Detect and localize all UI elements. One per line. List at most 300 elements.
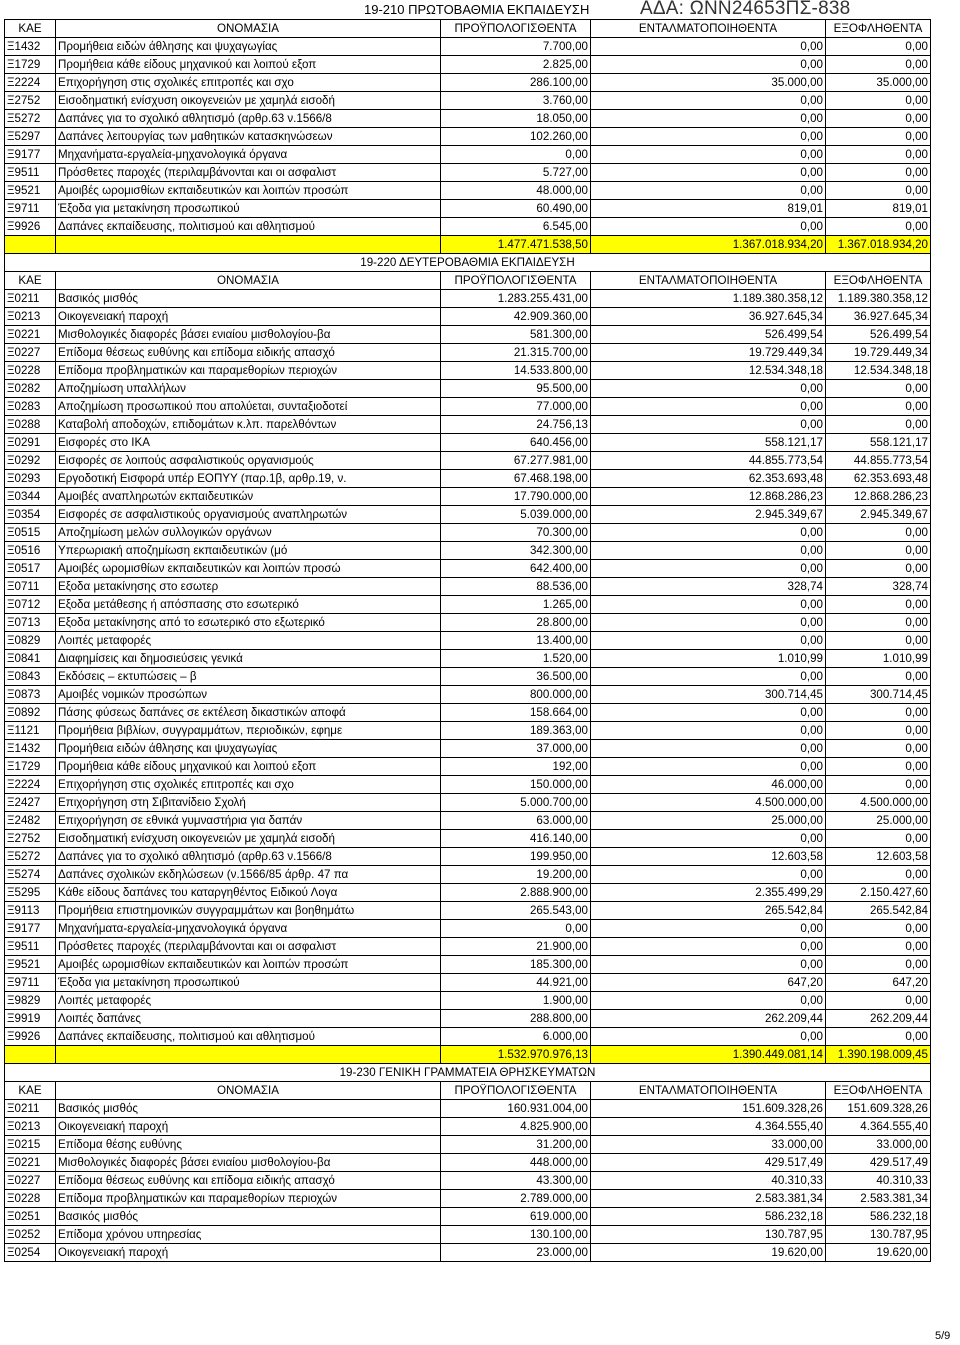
cell-committed: 819,01 [591, 200, 826, 218]
cell-budgeted: 6.000,00 [441, 1028, 591, 1046]
cell-budgeted: 189.363,00 [441, 722, 591, 740]
cell-committed: 19.729.449,34 [591, 344, 826, 362]
table-row [5, 1154, 931, 1172]
cell-name: Δαπάνες εκπαίδευσης, πολιτισμού και αθλητισμού [56, 1028, 441, 1046]
cell-budgeted: 1.520,00 [441, 650, 591, 668]
cell-kae: Ξ9511 [5, 938, 56, 956]
cell-kae: Ξ0221 [5, 326, 56, 344]
cell-kae: Ξ9113 [5, 902, 56, 920]
cell-budgeted: 48.000,00 [441, 182, 591, 200]
cell-committed: 2.583.381,34 [591, 1190, 826, 1208]
cell-paid: 35.000,00 [826, 74, 931, 92]
cell-budgeted: 88.536,00 [441, 578, 591, 596]
cell-committed: 558.121,17 [591, 434, 826, 452]
cell-paid: 4.500.000,00 [826, 794, 931, 812]
table-row [5, 830, 931, 848]
cell-budgeted: 265.543,00 [441, 902, 591, 920]
cell-name: Βασικός μισθός [56, 290, 441, 308]
cell-committed: 33.000,00 [591, 1136, 826, 1154]
cell-budgeted: 342.300,00 [441, 542, 591, 560]
cell-paid: 0,00 [826, 956, 931, 974]
cell-paid: 0,00 [826, 1028, 931, 1046]
cell-name: Δαπάνες για το σχολικό αθλητισμό (αρθρ.63 ν.1566/8 [56, 110, 441, 128]
cell-kae: Ξ0228 [5, 1190, 56, 1208]
cell-kae: Ξ0841 [5, 650, 56, 668]
cell-kae: Ξ0254 [5, 1244, 56, 1262]
cell-committed: 586.232,18 [591, 1208, 826, 1226]
table-row [5, 614, 931, 632]
cell-budgeted: 6.545,00 [441, 218, 591, 236]
cell-budgeted: 199.950,00 [441, 848, 591, 866]
cell-kae: Ξ9926 [5, 1028, 56, 1046]
cell-name: Μηχανήματα-εργαλεία-μηχανολογικά όργανα [56, 920, 441, 938]
cell-paid: 526.499,54 [826, 326, 931, 344]
cell-name: Μισθολογικές διαφορές βάσει ενιαίου μισθολογίου-βα [56, 326, 441, 344]
cell-paid: 33.000,00 [826, 1136, 931, 1154]
table-row [5, 1244, 931, 1262]
table-row [5, 128, 931, 146]
cell-paid: 0,00 [826, 740, 931, 758]
cell-kae: Ξ1729 [5, 758, 56, 776]
cell-budgeted: 288.800,00 [441, 1010, 591, 1028]
cell-budgeted: 67.468.198,00 [441, 470, 591, 488]
cell-kae: Ξ0288 [5, 416, 56, 434]
cell-kae: Ξ2224 [5, 74, 56, 92]
table-row [5, 794, 931, 812]
cell-name: Υπερωριακή αποζημίωση εκπαιδευτικών (μό [56, 542, 441, 560]
header-paid: ΕΞΟΦΛΗΘΕΝΤΑ [826, 20, 931, 38]
cell-paid: 558.121,17 [826, 434, 931, 452]
cell-kae: Ξ1729 [5, 56, 56, 74]
table-row [5, 542, 931, 560]
totals-empty-kae [5, 1046, 56, 1064]
cell-name: Αμοιβές ωρομισθίων εκπαιδευτικών και λοιπών προσώπ [56, 182, 441, 200]
cell-committed: 25.000,00 [591, 812, 826, 830]
cell-committed: 2.945.349,67 [591, 506, 826, 524]
cell-committed: 0,00 [591, 614, 826, 632]
section-title-row [5, 254, 931, 272]
header-budgeted: ΠΡΟΫΠΟΛΟΓΙΣΘΕΝΤΑ [441, 272, 591, 290]
cell-name: Προμήθεια κάθε είδους μηχανικού και λοιπού εξοπ [56, 758, 441, 776]
cell-budgeted: 640.456,00 [441, 434, 591, 452]
cell-name: Πρόσθετες παροχές (περιλαμβάνονται και οι ασφαλιστ [56, 164, 441, 182]
cell-name: Εκδόσεις – εκτυπώσεις – β [56, 668, 441, 686]
cell-kae: Ξ5272 [5, 848, 56, 866]
cell-committed: 262.209,44 [591, 1010, 826, 1028]
table-row [5, 758, 931, 776]
cell-kae: Ξ2752 [5, 92, 56, 110]
cell-committed: 12.603,58 [591, 848, 826, 866]
cell-budgeted: 448.000,00 [441, 1154, 591, 1172]
cell-committed: 2.355.499,29 [591, 884, 826, 902]
cell-kae: Ξ0843 [5, 668, 56, 686]
cell-paid: 19.729.449,34 [826, 344, 931, 362]
cell-name: Δαπάνες λειτουργίας των μαθητικών κατασκηνώσεων [56, 128, 441, 146]
cell-paid: 0,00 [826, 722, 931, 740]
cell-budgeted: 31.200,00 [441, 1136, 591, 1154]
cell-budgeted: 2.825,00 [441, 56, 591, 74]
cell-name: Εισοδηματική ενίσχυση οικογενειών με χαμηλά εισοδή [56, 92, 441, 110]
cell-committed: 0,00 [591, 128, 826, 146]
cell-name: Επίδομα προβληματικών και παραμεθορίων περιοχών [56, 362, 441, 380]
cell-kae: Ξ0213 [5, 308, 56, 326]
table-row [5, 632, 931, 650]
cell-paid: 0,00 [826, 524, 931, 542]
cell-name: Πρόσθετες παροχές (περιλαμβάνονται και οι ασφαλιστ [56, 938, 441, 956]
cell-name: Προμήθεια κάθε είδους μηχανικού και λοιπού εξοπ [56, 56, 441, 74]
cell-name: Επιχορήγηση στις σχολικές επιτροπές και σχο [56, 776, 441, 794]
header-kae: ΚΑΕ [5, 272, 56, 290]
cell-committed: 0,00 [591, 830, 826, 848]
cell-kae: Ξ0227 [5, 344, 56, 362]
table-row [5, 416, 931, 434]
cell-committed: 1.189.380.358,12 [591, 290, 826, 308]
cell-budgeted: 286.100,00 [441, 74, 591, 92]
cell-name: Εισφορές σε λοιπούς ασφαλιστικούς οργανισμούς [56, 452, 441, 470]
cell-budgeted: 1.265,00 [441, 596, 591, 614]
cell-paid: 12.534.348,18 [826, 362, 931, 380]
cell-paid: 0,00 [826, 56, 931, 74]
cell-paid: 19.620,00 [826, 1244, 931, 1262]
cell-kae: Ξ9711 [5, 974, 56, 992]
column-header-row [5, 1082, 931, 1100]
table-row [5, 470, 931, 488]
table-row [5, 974, 931, 992]
cell-name: Εξοδα μετακίνησης στο εσωτερ [56, 578, 441, 596]
cell-name: Εργοδοτική Εισφορά υπέρ ΕΟΠΥΥ (παρ.1β, αρθρ.19, ν. [56, 470, 441, 488]
cell-name: Έξοδα για μετακίνηση προσωπικού [56, 974, 441, 992]
table-row [5, 1028, 931, 1046]
cell-paid: 25.000,00 [826, 812, 931, 830]
header-kae: ΚΑΕ [5, 1082, 56, 1100]
cell-committed: 151.609.328,26 [591, 1100, 826, 1118]
cell-paid: 0,00 [826, 704, 931, 722]
cell-name: Οικογενειακή παροχή [56, 308, 441, 326]
cell-committed: 0,00 [591, 542, 826, 560]
cell-committed: 0,00 [591, 1028, 826, 1046]
table-row [5, 1010, 931, 1028]
cell-committed: 1.010,99 [591, 650, 826, 668]
cell-committed: 12.868.286,23 [591, 488, 826, 506]
cell-budgeted: 63.000,00 [441, 812, 591, 830]
section-title-row [5, 1064, 931, 1082]
table-row [5, 200, 931, 218]
cell-committed: 0,00 [591, 38, 826, 56]
cell-paid: 1.010,99 [826, 650, 931, 668]
cell-name: Αμοιβές ωρομισθίων εκπαιδευτικών και λοιπών προσώ [56, 560, 441, 578]
header-committed: ΕΝΤΑΛΜΑΤΟΠΟΙΗΘΕΝΤΑ [591, 272, 826, 290]
cell-committed: 0,00 [591, 560, 826, 578]
cell-budgeted: 60.490,00 [441, 200, 591, 218]
cell-name: Δαπάνες σχολικών εκδηλώσεων (ν.1566/85 άρθρ. 47 πα [56, 866, 441, 884]
cell-name: Επίδομα θέσης ευθύνης [56, 1136, 441, 1154]
cell-name: Πάσης φύσεως δαπάνες σε εκτέλεση δικαστικών αποφά [56, 704, 441, 722]
cell-committed: 0,00 [591, 380, 826, 398]
cell-paid: 819,01 [826, 200, 931, 218]
cell-budgeted: 150.000,00 [441, 776, 591, 794]
cell-paid: 130.787,95 [826, 1226, 931, 1244]
column-header-row [5, 272, 931, 290]
cell-kae: Ξ0211 [5, 1100, 56, 1118]
cell-kae: Ξ9177 [5, 920, 56, 938]
table-row [5, 578, 931, 596]
cell-paid: 40.310,33 [826, 1172, 931, 1190]
cell-budgeted: 3.760,00 [441, 92, 591, 110]
cell-name: Λοιπές μεταφορές [56, 632, 441, 650]
cell-name: Επιχορήγηση στις σχολικές επιτροπές και σχο [56, 74, 441, 92]
cell-name: Προμήθεια βιβλίων, συγγραμμάτων, περιοδικών, εφημε [56, 722, 441, 740]
cell-committed: 0,00 [591, 398, 826, 416]
cell-kae: Ξ9926 [5, 218, 56, 236]
header-kae: ΚΑΕ [5, 20, 56, 38]
cell-budgeted: 13.400,00 [441, 632, 591, 650]
cell-budgeted: 158.664,00 [441, 704, 591, 722]
cell-budgeted: 17.790.000,00 [441, 488, 591, 506]
cell-budgeted: 36.500,00 [441, 668, 591, 686]
table-row [5, 1172, 931, 1190]
table-row [5, 1136, 931, 1154]
cell-committed: 0,00 [591, 668, 826, 686]
cell-budgeted: 18.050,00 [441, 110, 591, 128]
cell-paid: 0,00 [826, 380, 931, 398]
cell-kae: Ξ0221 [5, 1154, 56, 1172]
cell-name: Προμήθεια ειδών άθλησης και ψυχαγωγίας [56, 38, 441, 56]
cell-committed: 62.353.693,48 [591, 470, 826, 488]
cell-kae: Ξ2427 [5, 794, 56, 812]
table-row [5, 290, 931, 308]
cell-name: Λοιπές μεταφορές [56, 992, 441, 1010]
cell-name: Έξοδα για μετακίνηση προσωπικού [56, 200, 441, 218]
table-row [5, 362, 931, 380]
table-row [5, 56, 931, 74]
cell-kae: Ξ1121 [5, 722, 56, 740]
cell-name: Διαφημίσεις και δημοσιεύσεις γενικά [56, 650, 441, 668]
table-row [5, 596, 931, 614]
cell-committed: 130.787,95 [591, 1226, 826, 1244]
header-committed: ΕΝΤΑΛΜΑΤΟΠΟΙΗΘΕΝΤΑ [591, 20, 826, 38]
cell-paid: 0,00 [826, 776, 931, 794]
cell-budgeted: 2.789.000,00 [441, 1190, 591, 1208]
cell-kae: Ξ0227 [5, 1172, 56, 1190]
table-row [5, 308, 931, 326]
cell-paid: 4.364.555,40 [826, 1118, 931, 1136]
table-row [5, 686, 931, 704]
cell-kae: Ξ0211 [5, 290, 56, 308]
cell-budgeted: 642.400,00 [441, 560, 591, 578]
cell-kae: Ξ0292 [5, 452, 56, 470]
table-row [5, 164, 931, 182]
budget-table [4, 19, 931, 1262]
cell-paid: 1.189.380.358,12 [826, 290, 931, 308]
table-row [5, 1208, 931, 1226]
section-title: 19-220 ΔΕΥΤΕΡΟΒΑΘΜΙΑ ΕΚΠΑΙΔΕΥΣΗ [5, 254, 931, 272]
header-paid: ΕΞΟΦΛΗΘΕΝΤΑ [826, 272, 931, 290]
cell-kae: Ξ0282 [5, 380, 56, 398]
cell-name: Εισφορές σε ασφαλιστικούς οργανισμούς αναπληρωτών [56, 506, 441, 524]
cell-committed: 526.499,54 [591, 326, 826, 344]
cell-committed: 0,00 [591, 56, 826, 74]
cell-paid: 0,00 [826, 758, 931, 776]
cell-budgeted: 7.700,00 [441, 38, 591, 56]
cell-name: Δαπάνες εκπαίδευσης, πολιτισμού και αθλητισμού [56, 218, 441, 236]
cell-paid: 0,00 [826, 416, 931, 434]
cell-kae: Ξ0713 [5, 614, 56, 632]
cell-committed: 40.310,33 [591, 1172, 826, 1190]
total-committed: 1.390.449.081,14 [591, 1046, 826, 1064]
cell-paid: 0,00 [826, 398, 931, 416]
cell-committed: 4.364.555,40 [591, 1118, 826, 1136]
cell-name: Εξοδα μετάθεσης ή απόσπασης στο εσωτερικό [56, 596, 441, 614]
cell-budgeted: 19.200,00 [441, 866, 591, 884]
cell-kae: Ξ0293 [5, 470, 56, 488]
cell-committed: 36.927.645,34 [591, 308, 826, 326]
cell-kae: Ξ5274 [5, 866, 56, 884]
cell-paid: 0,00 [826, 632, 931, 650]
cell-budgeted: 44.921,00 [441, 974, 591, 992]
cell-paid: 0,00 [826, 866, 931, 884]
cell-paid: 0,00 [826, 614, 931, 632]
cell-committed: 0,00 [591, 956, 826, 974]
cell-name: Μηχανήματα-εργαλεία-μηχανολογικά όργανα [56, 146, 441, 164]
table-row [5, 650, 931, 668]
table-row [5, 668, 931, 686]
cell-name: Βασικός μισθός [56, 1208, 441, 1226]
cell-budgeted: 619.000,00 [441, 1208, 591, 1226]
cell-name: Λοιπές δαπάνες [56, 1010, 441, 1028]
cell-kae: Ξ0711 [5, 578, 56, 596]
cell-budgeted: 5.727,00 [441, 164, 591, 182]
cell-paid: 62.353.693,48 [826, 470, 931, 488]
cell-name: Καταβολή αποδοχών, επιδομάτων κ.λπ. παρελθόντων [56, 416, 441, 434]
cell-budgeted: 21.900,00 [441, 938, 591, 956]
cell-name: Οικογενειακή παροχή [56, 1244, 441, 1262]
cell-paid: 0,00 [826, 218, 931, 236]
cell-budgeted: 0,00 [441, 146, 591, 164]
table-row [5, 74, 931, 92]
cell-committed: 647,20 [591, 974, 826, 992]
totals-empty-name [56, 236, 441, 254]
cell-kae: Ξ0892 [5, 704, 56, 722]
cell-budgeted: 160.931.004,00 [441, 1100, 591, 1118]
cell-budgeted: 800.000,00 [441, 686, 591, 704]
cell-kae: Ξ1432 [5, 38, 56, 56]
cell-kae: Ξ5272 [5, 110, 56, 128]
cell-committed: 46.000,00 [591, 776, 826, 794]
cell-budgeted: 1.283.255.431,00 [441, 290, 591, 308]
cell-name: Επίδομα θέσεως ευθύνης και επίδομα ειδικής απασχό [56, 344, 441, 362]
cell-kae: Ξ0228 [5, 362, 56, 380]
cell-committed: 0,00 [591, 920, 826, 938]
table-row [5, 722, 931, 740]
cell-budgeted: 67.277.981,00 [441, 452, 591, 470]
cell-paid: 0,00 [826, 542, 931, 560]
cell-name: Αμοιβές αναπληρωτών εκπαιδευτικών [56, 488, 441, 506]
cell-budgeted: 43.300,00 [441, 1172, 591, 1190]
cell-budgeted: 0,00 [441, 920, 591, 938]
cell-budgeted: 192,00 [441, 758, 591, 776]
table-row [5, 326, 931, 344]
cell-budgeted: 185.300,00 [441, 956, 591, 974]
cell-paid: 0,00 [826, 92, 931, 110]
table-row [5, 902, 931, 920]
cell-name: Εισφορές στο ΙΚΑ [56, 434, 441, 452]
table-row [5, 560, 931, 578]
section-1-title: 19-210 ΠΡΩΤΟΒΑΘΜΙΑ ΕΚΠΑΙΔΕΥΣΗ [364, 2, 590, 17]
cell-budgeted: 416.140,00 [441, 830, 591, 848]
cell-paid: 300.714,45 [826, 686, 931, 704]
cell-kae: Ξ1432 [5, 740, 56, 758]
cell-committed: 0,00 [591, 182, 826, 200]
cell-paid: 262.209,44 [826, 1010, 931, 1028]
total-budgeted: 1.477.471.538,50 [441, 236, 591, 254]
cell-committed: 0,00 [591, 146, 826, 164]
cell-kae: Ξ0252 [5, 1226, 56, 1244]
cell-committed: 328,74 [591, 578, 826, 596]
cell-committed: 0,00 [591, 992, 826, 1010]
cell-committed: 4.500.000,00 [591, 794, 826, 812]
cell-paid: 0,00 [826, 920, 931, 938]
cell-paid: 2.583.381,34 [826, 1190, 931, 1208]
cell-kae: Ξ0344 [5, 488, 56, 506]
cell-committed: 265.542,84 [591, 902, 826, 920]
totals-empty-name [56, 1046, 441, 1064]
cell-paid: 0,00 [826, 596, 931, 614]
cell-paid: 0,00 [826, 560, 931, 578]
cell-name: Αποζημίωση μελών συλλογικών οργάνων [56, 524, 441, 542]
cell-committed: 0,00 [591, 110, 826, 128]
cell-name: Προμήθεια ειδών άθλησης και ψυχαγωγίας [56, 740, 441, 758]
cell-committed: 0,00 [591, 866, 826, 884]
cell-name: Κάθε είδους δαπάνες του καταργηθέντος Ειδικού Λογα [56, 884, 441, 902]
cell-budgeted: 4.825.900,00 [441, 1118, 591, 1136]
cell-budgeted: 70.300,00 [441, 524, 591, 542]
cell-kae: Ξ9177 [5, 146, 56, 164]
cell-kae: Ξ9829 [5, 992, 56, 1010]
page-number: 5/9 [935, 1330, 951, 1342]
cell-committed: 0,00 [591, 758, 826, 776]
cell-budgeted: 24.756,13 [441, 416, 591, 434]
cell-paid: 0,00 [826, 938, 931, 956]
cell-name: Επιχορήγηση στη Σιβιτανίδειο Σχολή [56, 794, 441, 812]
ada-stamp: ΑΔΑ: ΩΝΝ24653ΠΣ-838 [640, 0, 851, 19]
totals-row [5, 236, 931, 254]
cell-committed: 300.714,45 [591, 686, 826, 704]
cell-paid: 265.542,84 [826, 902, 931, 920]
cell-kae: Ξ0354 [5, 506, 56, 524]
table-row [5, 704, 931, 722]
cell-kae: Ξ0873 [5, 686, 56, 704]
table-row [5, 992, 931, 1010]
cell-name: Επίδομα προβληματικών και παραμεθορίων περιοχών [56, 1190, 441, 1208]
header-paid: ΕΞΟΦΛΗΘΕΝΤΑ [826, 1082, 931, 1100]
cell-paid: 0,00 [826, 110, 931, 128]
table-row [5, 182, 931, 200]
table-row [5, 344, 931, 362]
cell-paid: 151.609.328,26 [826, 1100, 931, 1118]
table-row [5, 1118, 931, 1136]
table-row [5, 524, 931, 542]
cell-committed: 0,00 [591, 164, 826, 182]
cell-committed: 44.855.773,54 [591, 452, 826, 470]
table-row [5, 452, 931, 470]
table-row [5, 1190, 931, 1208]
cell-kae: Ξ5295 [5, 884, 56, 902]
cell-paid: 2.945.349,67 [826, 506, 931, 524]
cell-kae: Ξ0517 [5, 560, 56, 578]
cell-budgeted: 2.888.900,00 [441, 884, 591, 902]
cell-name: Επίδομα χρόνου υπηρεσίας [56, 1226, 441, 1244]
cell-committed: 19.620,00 [591, 1244, 826, 1262]
